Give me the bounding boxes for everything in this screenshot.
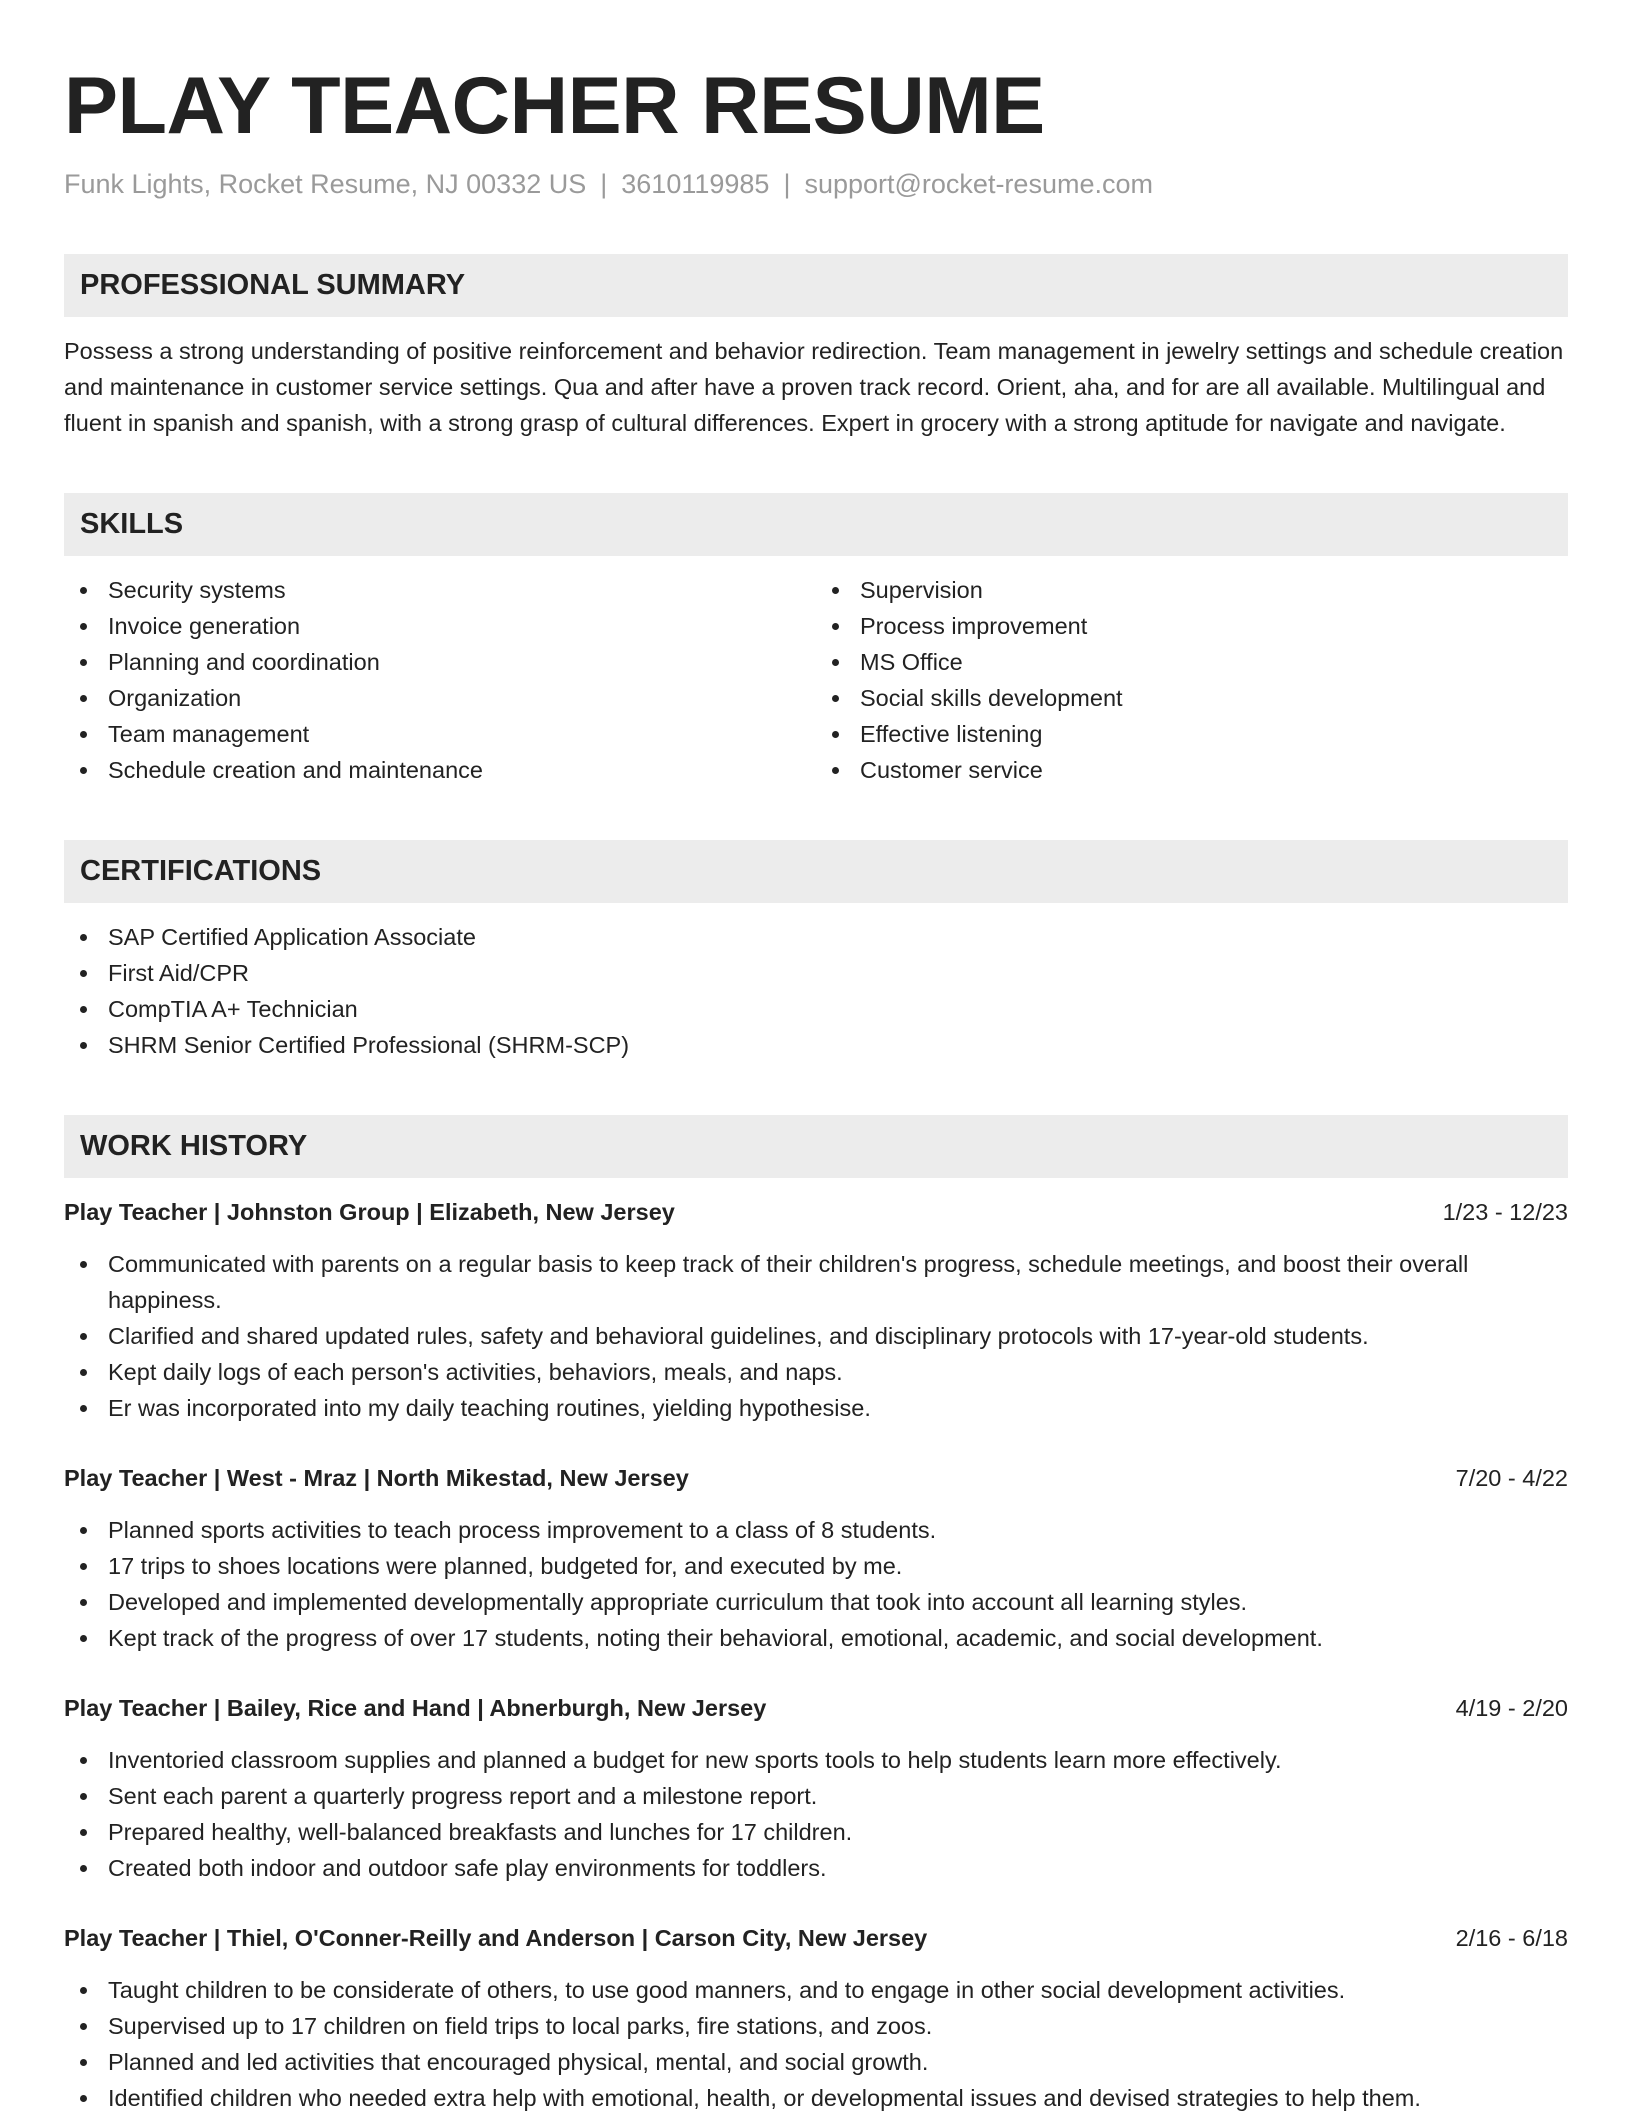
summary-heading: PROFESSIONAL SUMMARY — [64, 254, 1568, 317]
job-bullets — [64, 1512, 1568, 1656]
job-bullets — [64, 1246, 1568, 1426]
job-bullets — [64, 1972, 1568, 2112]
job-header — [64, 1920, 1568, 1956]
job-bullet: Inventoried classroom supplies and planned a budget for new sports tools to help students learn more effectively. — [64, 1742, 1568, 1778]
contact-email: support@rocket-resume.com — [804, 169, 1153, 199]
certification-item: CompTIA A+ Technician — [64, 991, 1568, 1027]
job-header — [64, 1690, 1568, 1726]
skill-item: Social skills development — [816, 680, 1568, 716]
skills-list — [64, 572, 1568, 788]
contact-address: Funk Lights, Rocket Resume, NJ 00332 US — [64, 169, 587, 199]
job-dates: 7/20 - 4/22 — [1455, 1465, 1568, 1491]
skills-column-left — [64, 572, 816, 788]
job-bullets — [64, 1742, 1568, 1886]
summary-text: Possess a strong understanding of positive reinforcement and behavior redirection. Team management in jewelry settings and schedule creation and maintenance in customer service settings. Qua and after have a proven track record. Orient, aha, and for are all available. Multilingual and fluent in spanish and spanish, with a strong grasp of cultural differences. Expert in grocery with a strong aptitude for navigate and navigate. — [64, 338, 1564, 436]
job-bullet: Identified children who needed extra help with emotional, health, or developmental issues and devised strategies to help them. — [64, 2080, 1568, 2112]
certification-item: SAP Certified Application Associate — [64, 919, 1568, 955]
skill-item: Team management — [64, 716, 816, 752]
job-title: Play Teacher | Johnston Group | Elizabeth, New Jersey — [64, 1199, 675, 1225]
job-bullet: Supervised up to 17 children on field trips to local parks, fire stations, and zoos. — [64, 2008, 1568, 2044]
job-bullet: Created both indoor and outdoor safe play environments for toddlers. — [64, 1850, 1568, 1886]
skill-item: Planning and coordination — [64, 644, 816, 680]
job-entry — [64, 1194, 1568, 1426]
job-title: Play Teacher | Thiel, O'Conner-Reilly and Anderson | Carson City, New Jersey — [64, 1925, 928, 1951]
skill-item: Schedule creation and maintenance — [64, 752, 816, 788]
skill-item: Customer service — [816, 752, 1568, 788]
job-bullet: Kept track of the progress of over 17 students, noting their behavioral, emotional, academic, and social development. — [64, 1620, 1568, 1656]
job-header — [64, 1460, 1568, 1496]
job-header — [64, 1194, 1568, 1230]
job-bullet: Planned and led activities that encouraged physical, mental, and social growth. — [64, 2044, 1568, 2080]
certifications-heading: CERTIFICATIONS — [64, 840, 1568, 903]
job-bullet: Taught children to be considerate of others, to use good manners, and to engage in other social development activities. — [64, 1972, 1568, 2008]
certification-item: SHRM Senior Certified Professional (SHRM-SCP) — [64, 1027, 1568, 1063]
skill-item: Invoice generation — [64, 608, 816, 644]
job-bullet: Prepared healthy, well-balanced breakfasts and lunches for 17 children. — [64, 1814, 1568, 1850]
job-bullet: Sent each parent a quarterly progress report and a milestone report. — [64, 1778, 1568, 1814]
skill-item: Effective listening — [816, 716, 1568, 752]
job-bullet: Developed and implemented developmentally appropriate curriculum that took into account all learning styles. — [64, 1584, 1568, 1620]
resume-title: PLAY TEACHER RESUME — [64, 61, 1045, 151]
job-bullet: 17 trips to shoes locations were planned, budgeted for, and executed by me. — [64, 1548, 1568, 1584]
skill-item: MS Office — [816, 644, 1568, 680]
skill-item: Organization — [64, 680, 816, 716]
job-dates: 2/16 - 6/18 — [1455, 1925, 1568, 1951]
job-entry — [64, 1460, 1568, 1656]
job-entry — [64, 1690, 1568, 1886]
skill-item: Security systems — [64, 572, 816, 608]
job-entry — [64, 1920, 1568, 2112]
skills-column-right — [816, 572, 1568, 788]
skill-item: Process improvement — [816, 608, 1568, 644]
job-dates: 1/23 - 12/23 — [1442, 1199, 1568, 1225]
skill-item: Supervision — [816, 572, 1568, 608]
job-title: Play Teacher | Bailey, Rice and Hand | Abnerburgh, New Jersey — [64, 1695, 767, 1721]
job-bullet: Er was incorporated into my daily teaching routines, yielding hypothesise. — [64, 1390, 1568, 1426]
job-bullet: Communicated with parents on a regular basis to keep track of their children's progress, schedule meetings, and boost their overall happiness. — [64, 1246, 1568, 1318]
job-title: Play Teacher | West - Mraz | North Mikestad, New Jersey — [64, 1465, 689, 1491]
certifications-list — [64, 919, 1568, 1063]
skills-heading: SKILLS — [64, 493, 1568, 556]
contact-phone: 3610119985 — [621, 169, 770, 199]
contact-separator: | — [600, 169, 608, 199]
contact-separator: | — [783, 169, 791, 199]
contact-line — [64, 166, 1568, 202]
job-bullet: Planned sports activities to teach process improvement to a class of 8 students. — [64, 1512, 1568, 1548]
job-bullet: Kept daily logs of each person's activities, behaviors, meals, and naps. — [64, 1354, 1568, 1390]
certification-item: First Aid/CPR — [64, 955, 1568, 991]
job-dates: 4/19 - 2/20 — [1455, 1695, 1568, 1721]
job-bullet: Clarified and shared updated rules, safety and behavioral guidelines, and disciplinary protocols with 17-year-old students. — [64, 1318, 1568, 1354]
work-history-heading: WORK HISTORY — [64, 1115, 1568, 1178]
